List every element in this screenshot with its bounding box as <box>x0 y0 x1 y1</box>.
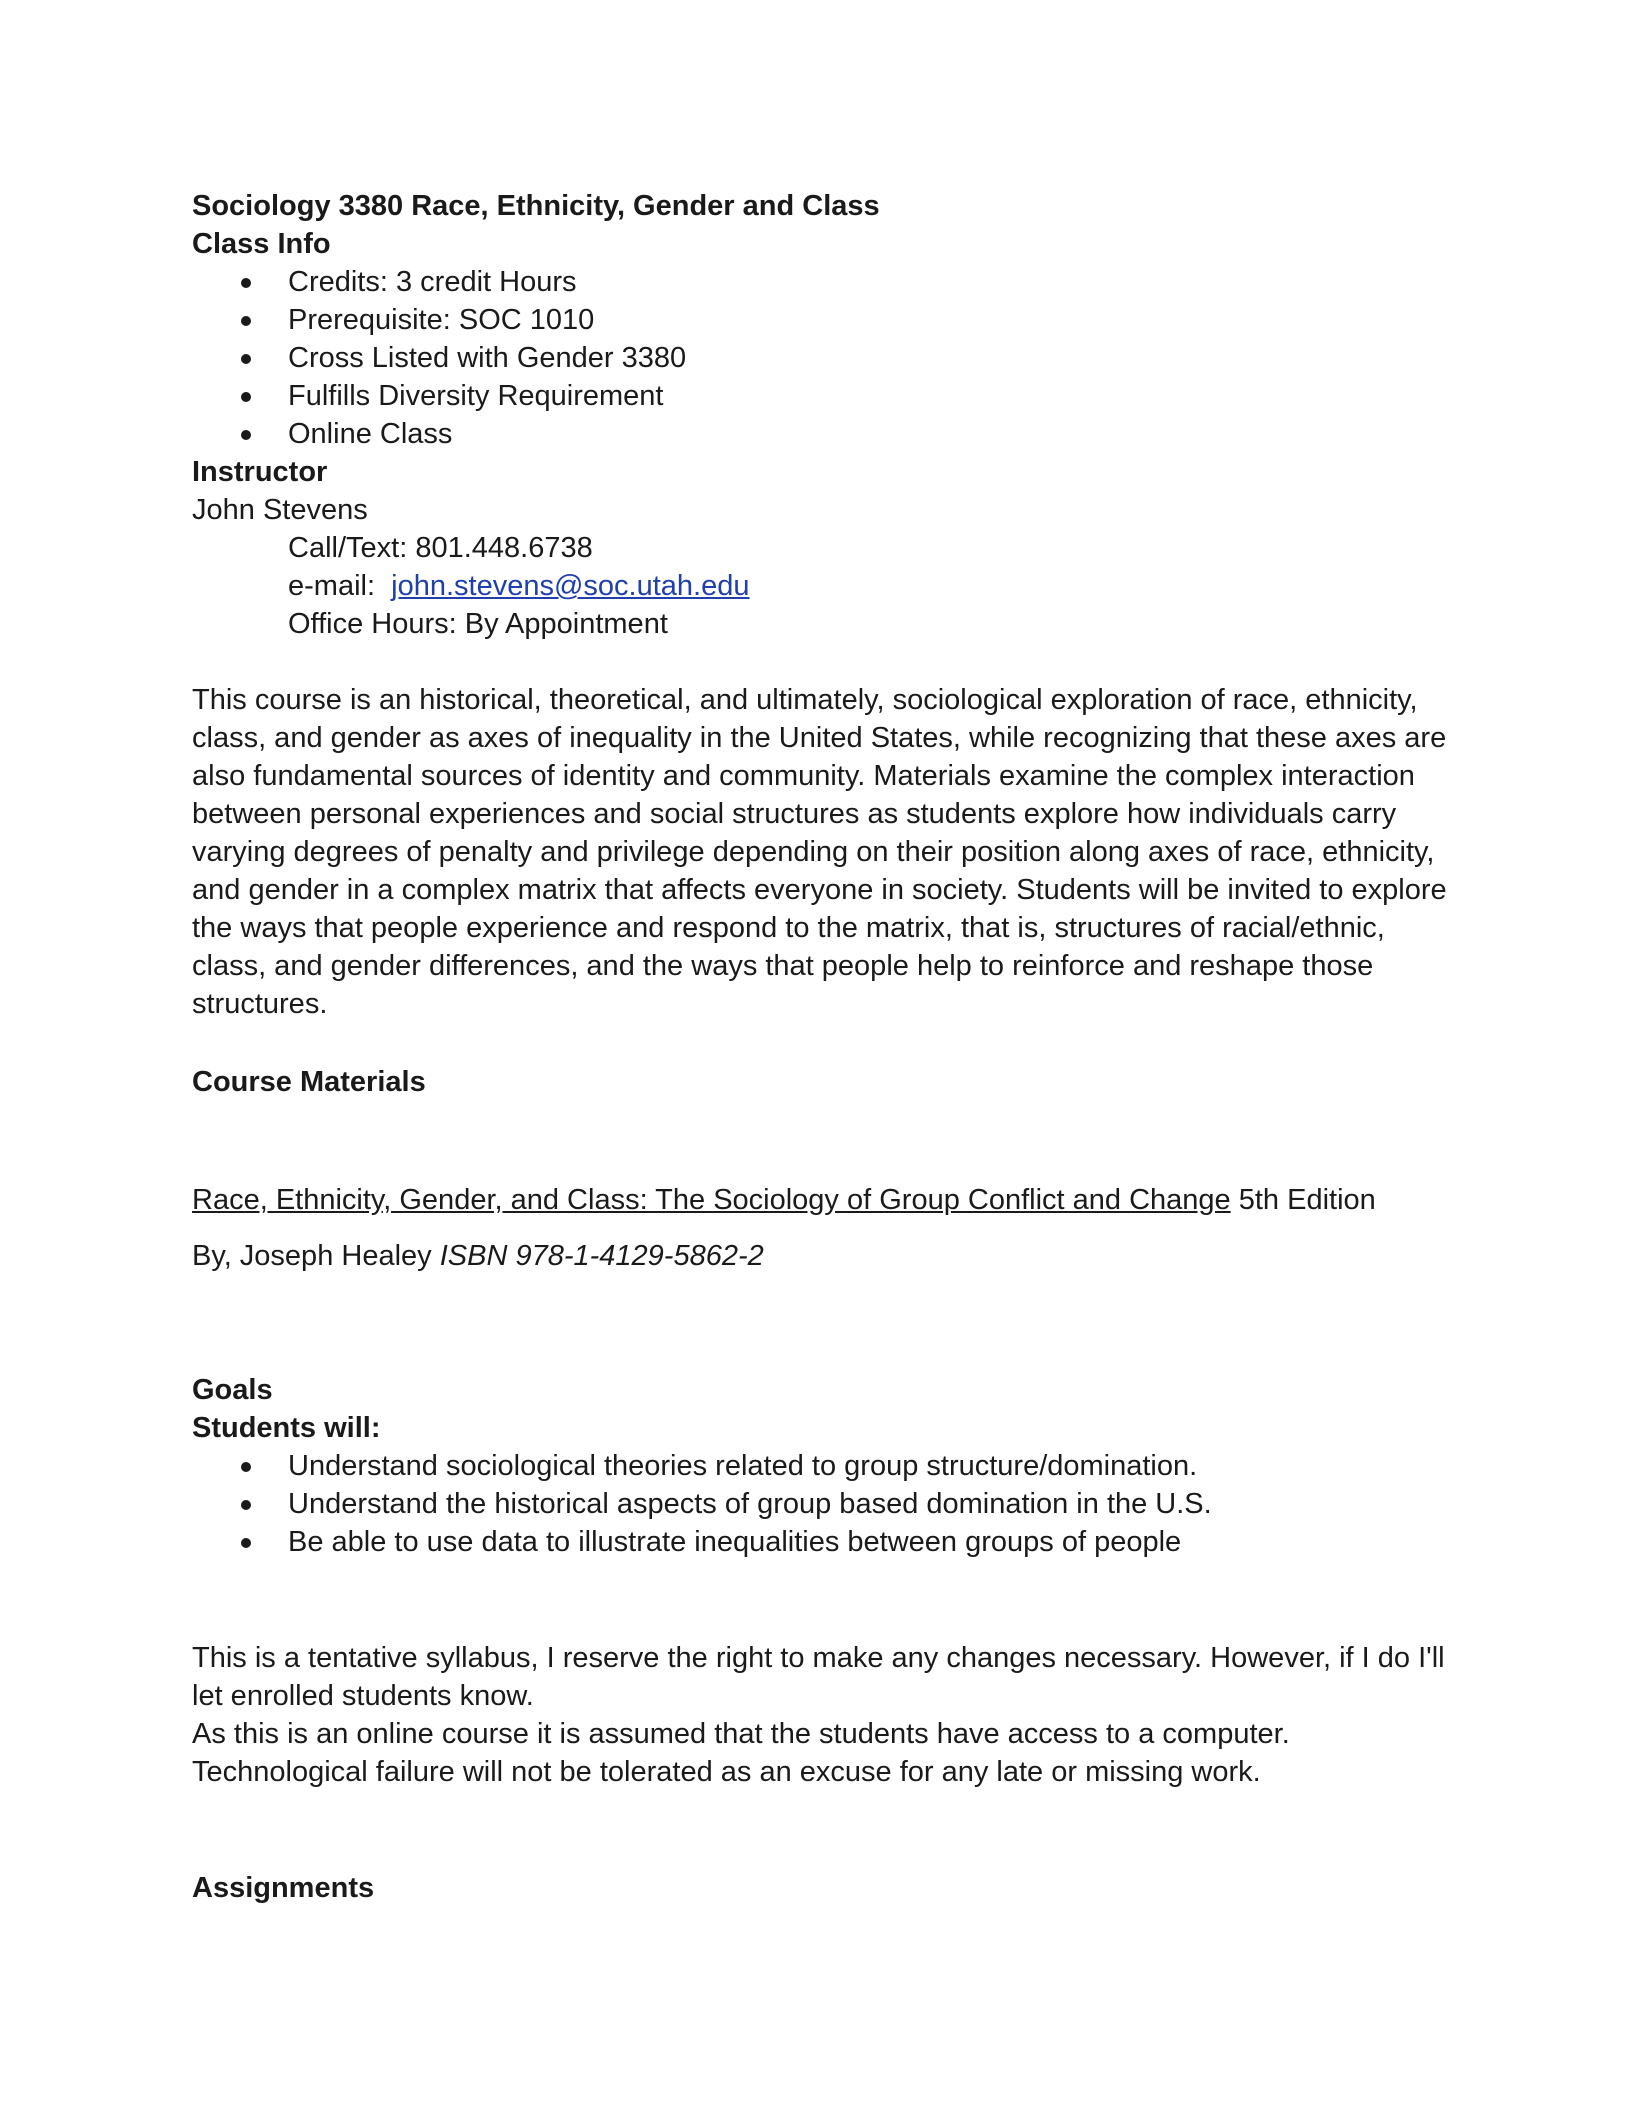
list-item <box>192 415 1462 453</box>
bullet-icon <box>241 354 251 364</box>
class-info-item: Credits: 3 credit Hours <box>288 266 577 298</box>
textbook-author-line <box>192 1237 1462 1275</box>
goal-item: Be able to use data to illustrate inequalities between groups of people <box>288 1526 1182 1558</box>
course-title: Sociology 3380 Race, Ethnicity, Gender and Class <box>192 190 880 222</box>
goal-item: Understand sociological theories related to group structure/domination. <box>288 1450 1198 1482</box>
email-label: e-mail: <box>288 570 376 602</box>
textbook-line <box>192 1181 1462 1219</box>
instructor-office-hours: Office Hours: By Appointment <box>288 608 668 640</box>
bullet-icon <box>241 316 251 326</box>
bullet-icon <box>241 392 251 402</box>
list-item <box>192 263 1462 301</box>
list-item <box>192 1523 1462 1561</box>
instructor-name: John Stevens <box>192 494 368 526</box>
bullet-icon <box>241 1462 251 1472</box>
class-info-item: Prerequisite: SOC 1010 <box>288 304 595 336</box>
list-item <box>192 1485 1462 1523</box>
list-item <box>192 377 1462 415</box>
list-item <box>192 1447 1462 1485</box>
bullet-icon <box>241 278 251 288</box>
goals-heading: Goals <box>192 1374 273 1406</box>
syllabus-content <box>192 187 1462 1907</box>
class-info-list <box>192 263 1462 453</box>
bullet-icon <box>241 430 251 440</box>
textbook-isbn: ISBN 978-1-4129-5862-2 <box>439 1240 764 1272</box>
email-link[interactable]: john.stevens@soc.utah.edu <box>391 570 750 602</box>
class-info-item: Fulfills Diversity Requirement <box>288 380 664 412</box>
goals-subheading: Students will: <box>192 1412 381 1444</box>
tentative-notice: This is a tentative syllabus, I reserve the right to make any changes necessary. However, if I do I'll let enrolled students know. <box>192 1642 1445 1712</box>
bullet-icon <box>241 1500 251 1510</box>
class-info-item: Cross Listed with Gender 3380 <box>288 342 687 374</box>
assignments-heading: Assignments <box>192 1872 375 1904</box>
instructor-heading: Instructor <box>192 456 328 488</box>
class-info-item: Online Class <box>288 418 453 450</box>
textbook-edition: 5th Edition <box>1230 1184 1376 1216</box>
list-item <box>192 301 1462 339</box>
goal-item: Understand the historical aspects of group based domination in the U.S. <box>288 1488 1212 1520</box>
instructor-email-row <box>192 567 1462 605</box>
list-item <box>192 339 1462 377</box>
textbook-author: By, Joseph Healey <box>192 1240 440 1272</box>
online-notice: As this is an online course it is assumed that the students have access to a computer. Technological failure will not be tolerated as an excuse for any late or missing work. <box>192 1718 1290 1788</box>
instructor-phone: Call/Text: 801.448.6738 <box>288 532 593 564</box>
goals-list <box>192 1447 1462 1561</box>
course-materials-heading: Course Materials <box>192 1066 426 1098</box>
course-description: This course is an historical, theoretical, and ultimately, sociological exploration of race, ethnicity, class, and gender as axes of inequality in the United States, while recognizing that these axes are also fundamental sources of identity and community. Materials examine the complex interaction between personal experiences and social structures as students explore how individuals carry varying degrees of penalty and privilege depending on their position along axes of race, ethnicity, and gender in a complex matrix that affects everyone in society. Students will be invited to explore the ways that people experience and respond to the matrix, that is, structures of racial/ethnic, class, and gender differences, and the ways that people help to reinforce and reshape those structures. <box>192 684 1447 1020</box>
class-info-heading: Class Info <box>192 228 331 260</box>
bullet-icon <box>241 1538 251 1548</box>
textbook-title: Race, Ethnicity, Gender, and Class: The Sociology of Group Conflict and Change <box>192 1184 1231 1216</box>
